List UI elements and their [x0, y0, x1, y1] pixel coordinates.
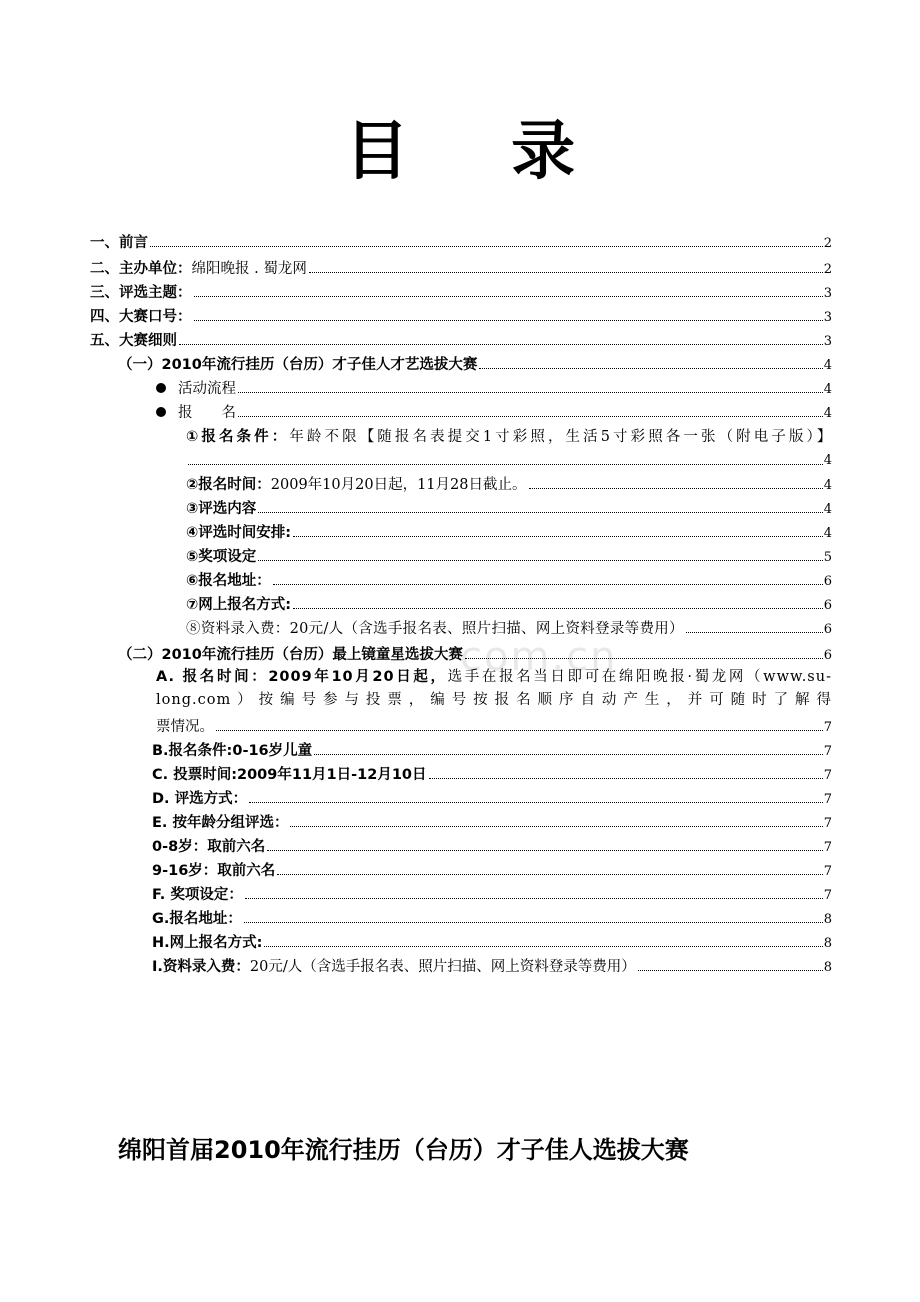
- watermark: com.cn: [460, 634, 618, 680]
- toc-label: 9-16岁：取前六名: [152, 863, 276, 879]
- dot-leader: [179, 330, 823, 345]
- page-number: 4: [823, 478, 832, 493]
- dot-leader: [309, 258, 823, 273]
- page-number: 7: [823, 864, 832, 879]
- page-number: 7: [823, 768, 832, 783]
- toc-entry-e[interactable]: [152, 812, 832, 834]
- toc-entry-registration[interactable]: [156, 402, 832, 424]
- toc-entry-rules[interactable]: [90, 330, 832, 352]
- page-number: 6: [823, 598, 832, 613]
- toc-label: 票情况。: [156, 719, 214, 735]
- page-number: 7: [823, 744, 832, 759]
- section-heading: 绵阳首届2010年流行挂历（台历）才子佳人选拔大赛: [118, 1136, 689, 1164]
- toc-entry-online[interactable]: [186, 594, 832, 616]
- toc-label: ③评选内容: [186, 501, 257, 517]
- page-number: 4: [823, 406, 832, 421]
- toc-label: I.资料录入费：: [152, 959, 250, 975]
- page-number: 3: [823, 286, 832, 301]
- dot-leader: [638, 956, 823, 971]
- toc-entry-conditions[interactable]: [186, 426, 832, 449]
- dot-leader: [188, 450, 823, 465]
- toc-label: ⑤奖项设定: [186, 549, 257, 565]
- toc-entry-address[interactable]: [186, 570, 832, 592]
- page-number: 6: [823, 622, 832, 637]
- toc-entry-fee[interactable]: [186, 618, 832, 640]
- dot-leader: [686, 618, 823, 633]
- dot-leader: [293, 594, 823, 609]
- dot-leader: [465, 644, 823, 659]
- dot-leader: [249, 788, 823, 803]
- toc-entry-b[interactable]: [152, 740, 832, 762]
- toc-label: ②报名时间：: [186, 477, 271, 493]
- toc-entry-preface[interactable]: [90, 232, 832, 254]
- page-number: 7: [823, 816, 832, 831]
- page-number: 7: [823, 792, 832, 807]
- dot-leader: [238, 402, 823, 417]
- toc-label: C. 投票时间:2009年11月1日-12月10日: [152, 767, 427, 783]
- page-number: 6: [823, 648, 832, 663]
- toc-label: ⑦网上报名方式:: [186, 597, 292, 613]
- toc-label: ⑥报名地址：: [186, 573, 271, 589]
- toc-label: ④评选时间安排:: [186, 525, 292, 541]
- toc-entry-part-two[interactable]: [118, 644, 832, 666]
- dot-leader: [216, 716, 823, 731]
- page-number: 3: [823, 310, 832, 325]
- toc-entry-conditions-leader: [186, 450, 832, 472]
- toc-label-detail: 绵阳晚报 . 蜀龙网: [191, 261, 307, 277]
- dot-leader: [479, 354, 822, 369]
- dot-leader: [244, 908, 823, 923]
- toc-entry-activity-flow[interactable]: [156, 378, 832, 400]
- toc-label: （二）2010年流行挂历（台历）最上镜童星选拔大赛: [118, 647, 463, 663]
- toc-entry-h[interactable]: [152, 932, 832, 954]
- toc-label: 三、评选主题：: [90, 285, 192, 301]
- toc-entry-reg-time[interactable]: [186, 474, 832, 496]
- toc-entry-contents[interactable]: [186, 498, 832, 520]
- page-number: 2: [823, 262, 832, 277]
- toc-label: 五、大赛细则: [90, 333, 177, 349]
- toc-label-detail: 20元/人（含选手报名表、照片扫描、网上资料登录等费用）: [289, 621, 684, 637]
- dot-leader: [238, 378, 823, 393]
- toc-label-detail: 年龄不限【随报名表提交1寸彩照，生活5寸彩照各一张（附电子版）】: [289, 429, 832, 445]
- page-number: 4: [823, 358, 832, 373]
- page-number: 4: [823, 453, 832, 468]
- dot-leader: [245, 884, 823, 899]
- toc-label: 二、主办单位：: [90, 261, 192, 277]
- toc-entry-f[interactable]: [152, 884, 832, 906]
- toc-entry-i[interactable]: [152, 956, 832, 978]
- page-number: 8: [823, 912, 832, 927]
- toc-entry-schedule[interactable]: [186, 522, 832, 544]
- page-title: 目 录: [344, 115, 616, 189]
- page-number: 8: [823, 960, 832, 975]
- toc-label: 四、大赛口号：: [90, 309, 192, 325]
- toc-label: 活动流程: [178, 381, 236, 397]
- toc-entry-d[interactable]: [152, 788, 832, 810]
- toc-label-detail: 20元/人（含选手报名表、照片扫描、网上资料登录等费用）: [249, 959, 636, 975]
- page-number: 3: [823, 334, 832, 349]
- toc-label: 0-8岁：取前六名: [152, 839, 266, 855]
- toc-entry-a[interactable]: [156, 666, 832, 712]
- dot-leader: [314, 740, 823, 755]
- dot-leader: [429, 764, 823, 779]
- dot-leader: [194, 306, 823, 321]
- page-number: 2: [823, 236, 832, 251]
- toc-entry-part-one[interactable]: [118, 354, 832, 376]
- bullet-icon: [156, 407, 166, 417]
- dot-leader: [293, 522, 823, 537]
- page-number: 5: [823, 550, 832, 565]
- toc-entry-e1[interactable]: [152, 836, 832, 858]
- toc-entry-g[interactable]: [152, 908, 832, 930]
- bullet-icon: [156, 383, 166, 393]
- dot-leader: [277, 860, 822, 875]
- page-number: 7: [823, 840, 832, 855]
- dot-leader: [258, 546, 822, 561]
- toc-label: ①报名条件：: [186, 429, 290, 445]
- toc-label-detail: 2009年10月20日起，11月28日截止。: [270, 477, 527, 493]
- page-number: 4: [823, 502, 832, 517]
- toc-label: A. 报名时间：2009年10月20日起，: [156, 669, 448, 685]
- page-number: 8: [823, 936, 832, 951]
- toc-label: F. 奖项设定：: [152, 887, 243, 903]
- toc-label: 一、前言: [90, 235, 148, 251]
- toc-label: G.报名地址：: [152, 911, 242, 927]
- dot-leader: [267, 836, 823, 851]
- dot-leader: [258, 498, 822, 513]
- dot-leader: [529, 474, 823, 489]
- toc-label-detail: 选手在报名当日即可在绵阳晚报·蜀龙网（www.su-long.com）按编号参与投票，编号按报名顺序自动产生，并可随时了解得: [156, 669, 832, 708]
- toc-entry-theme[interactable]: [90, 282, 832, 304]
- toc-entry-slogan[interactable]: [90, 306, 832, 328]
- toc-label: D. 评选方式：: [152, 791, 248, 807]
- dot-leader: [264, 932, 822, 947]
- toc-label: ⑧资料录入费：: [186, 621, 290, 637]
- toc-label: B.报名条件:0-16岁儿童: [152, 743, 313, 759]
- dot-leader: [290, 812, 822, 827]
- toc-entry-e2[interactable]: [152, 860, 832, 882]
- page-number: 4: [823, 382, 832, 397]
- page-number: 4: [823, 526, 832, 541]
- page-number: 6: [823, 574, 832, 589]
- toc-label: （一）2010年流行挂历（台历）才子佳人才艺选拔大赛: [118, 357, 478, 373]
- toc-label: 报 名: [178, 405, 236, 421]
- page-number: 7: [823, 888, 832, 903]
- toc-entry-organizers[interactable]: [90, 258, 832, 280]
- dot-leader: [194, 282, 823, 297]
- toc-label: H.网上报名方式:: [152, 935, 263, 951]
- dot-leader: [150, 232, 823, 247]
- toc-entry-awards[interactable]: [186, 546, 832, 568]
- dot-leader: [273, 570, 823, 585]
- toc-entry-a-end: [156, 716, 832, 738]
- toc-entry-c[interactable]: [152, 764, 832, 786]
- toc-label: E. 按年龄分组评选：: [152, 815, 289, 831]
- page-number: 7: [823, 720, 832, 735]
